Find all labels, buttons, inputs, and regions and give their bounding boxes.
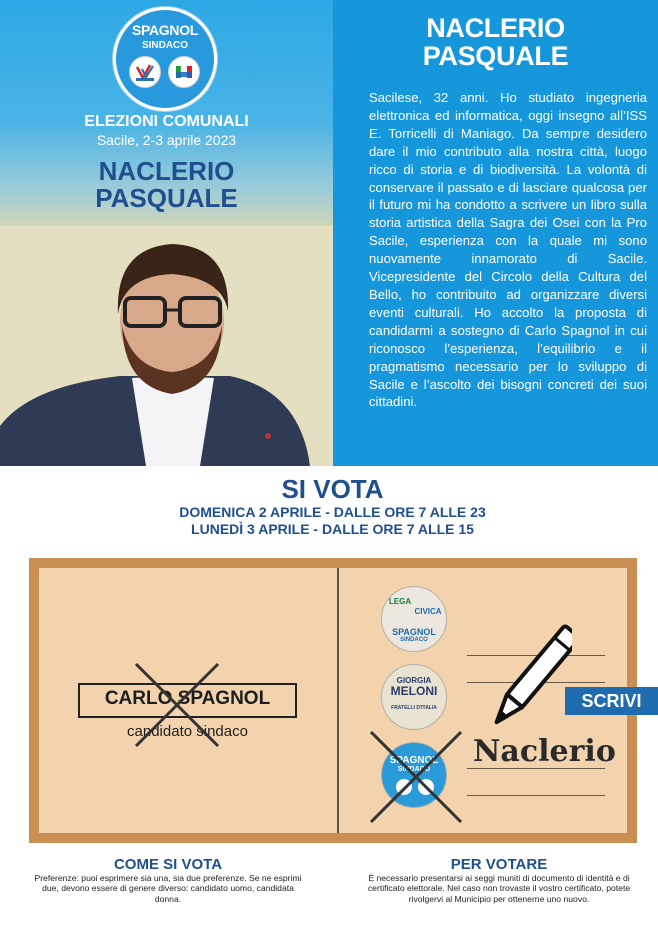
election-title: ELEZIONI COMUNALI xyxy=(84,113,249,130)
cross-mark-party xyxy=(367,728,465,826)
party-symbol-civica-spagnol xyxy=(381,586,447,652)
viva-sacile-badge xyxy=(129,56,161,88)
handwritten-preference: Naclerio xyxy=(473,734,616,769)
party2-top: GIORGIA xyxy=(396,676,432,685)
ballot-candidate-role: candidato sindaco xyxy=(127,723,248,740)
voting-day-1: DOMENICA 2 APRILE - DALLE ORE 7 ALLE 23 xyxy=(179,504,486,520)
scrivi-tag: SCRIVI xyxy=(565,687,658,715)
cross-mark-candidate xyxy=(130,658,224,752)
election-date: Sacile, 2-3 aprile 2023 xyxy=(96,132,237,148)
ballot-candidate-name: CARLO SPAGNOL xyxy=(104,688,271,709)
candidate-portrait xyxy=(0,226,333,466)
candidate-name-line2: PASQUALE xyxy=(95,183,238,213)
preference-line xyxy=(467,795,605,796)
pencil-icon xyxy=(492,623,572,738)
per-votare-text: È necessario presentarsi ai seggi muniti di documento di identità e di certificato elettorale. Nel caso non trovaste il vostro certificato, potete rivolgervi al Municipio per ottenerne uno nuovo. xyxy=(367,873,631,904)
candidate-name-line1: NACLERIO xyxy=(98,156,235,186)
per-votare-title: PER VOTARE xyxy=(450,856,548,873)
party2-bottom: FRATELLI D'ITALIA xyxy=(391,705,437,711)
party3-top: SPAGNOL xyxy=(389,755,439,766)
come-si-vota-text: Preferenze: puoi esprimere sia una, sia due preferenze. Se ne esprimi due, devono essere di genere diverso: candidato uomo, candidata donna. xyxy=(34,873,302,904)
ballot-divider xyxy=(337,568,339,833)
forza-italia-badge xyxy=(168,56,200,88)
right-name-line2: PASQUALE xyxy=(422,41,569,71)
party-symbol-fratelli-italia xyxy=(381,664,447,730)
candidate-bio: Sacilese, 32 anni. Ho studiato ingegneria elettronica ed informatica, oggi insegno all’ISS E. Torricelli di Maniago. Da sempre desidero dare il mio contributo alla nostra città, luogo ricco di storia e di biodiversità. La volontà di conservare il passato e di lasciare qualcosa per il futuro mi ha condotto a scrivere un libro sulla storia artistica della Sagra dei Osei con la Pro Sacile, esperienza con la quale mi sono nuovamente innamorato di Sacile. Vicepresidente del Circolo della Cultura del Bello, ho contribuito ad organizzare diversi eventi culturali. Ho accolto la proposta di candidarmi a sostegno di Carlo Spagnol in cui riconosco l’esperienza, l’equilibrio e il pragmatismo necessario per lo sviluppo di Sacile e l’ascolto dei bisogni concreti dei suoi cittadini. xyxy=(369,90,647,410)
candidate-name-left xyxy=(0,158,333,212)
candidate-name-right xyxy=(333,14,658,70)
party1-middle: CIVICA xyxy=(414,607,442,616)
party1-sub: SINDACO xyxy=(400,637,428,643)
party1-top: LEGA xyxy=(388,597,412,606)
party1-bottom: SPAGNOL xyxy=(392,627,436,637)
logo-subtitle: SINDACO xyxy=(141,40,189,51)
right-name-line1: NACLERIO xyxy=(426,13,565,43)
come-si-vota-title: COME SI VOTA xyxy=(113,856,223,873)
si-vota-title: SI VOTA xyxy=(281,474,384,504)
party3-middle: SINDACO xyxy=(397,766,431,773)
spagnol-sindaco-logo xyxy=(113,7,217,111)
party2-middle: MELONI xyxy=(390,684,438,698)
voting-day-2: LUNEDÌ 3 APRILE - DALLE ORE 7 ALLE 15 xyxy=(191,521,474,537)
logo-title: SPAGNOL xyxy=(131,22,199,38)
